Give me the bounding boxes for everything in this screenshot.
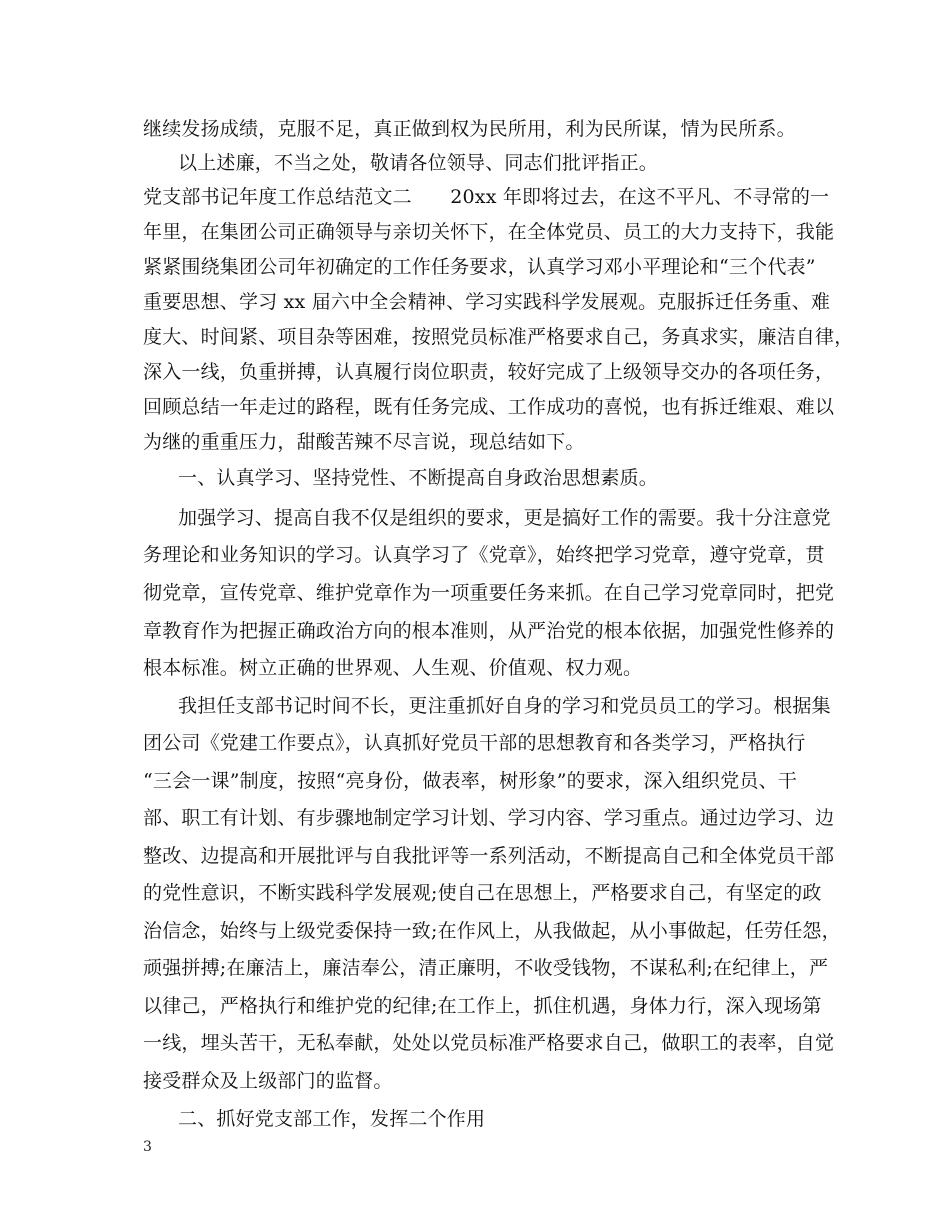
text-line: 紧紧围绕集团公司年初确定的工作任务要求，认真学习邓小平理论和“三个代表” [143, 256, 816, 278]
text-line: 接受群众及上级部门的监督。 [143, 1070, 393, 1092]
text-line: 整改、边提高和开展批评与自我批评等一系列活动，不断提高自己和全体党员干部 [143, 845, 835, 867]
text-line: 团公司《党建工作要点》，认真抓好党员干部的思想教育和各类学习，严格执行 [143, 732, 806, 754]
text-line: 务理论和业务知识的学习。认真学习了《党章》，始终把学习党章，遵守党章，贯 [143, 544, 825, 566]
text-line: 继续发扬成绩，克服不足，真正做到权为民所用，利为民所谋，情为民所系。 [143, 118, 796, 140]
text-line: 重要思想、学习 xx 届六中全会精神、学习实践科学发展观。克服拆迁任务重、难 [143, 291, 831, 313]
text-line: 以律己，严格执行和维护党的纪律;在工作上，抓住机遇，身体力行，深入现场第 [143, 995, 822, 1017]
section-heading: 一、认真学习、坚持党性、不断提高自身政治思想素质。 [178, 467, 659, 489]
text-line: 深入一线，负重拼搏，认真履行岗位职责，较好完成了上级领导交办的各项任务， [143, 361, 835, 383]
text-line: 回顾总结一年走过的路程，既有任务完成、工作成功的喜悦，也有拆迁维艰、难以 [143, 396, 835, 418]
page-number: 3 [143, 1139, 152, 1155]
text-line: 章教育作为把握正确政治方向的根本准则，从严治党的根本依据，加强党性修养的 [143, 620, 835, 642]
text-line: 彻党章，宣传党章、维护党章作为一项重要任务来抓。在自己学习党章同时，把党 [143, 582, 835, 604]
text-line: 我担任支部书记时间不长，更注重抓好自身的学习和党员员工的学习。根据集 [178, 695, 831, 717]
section-heading: 二、抓好党支部工作，发挥二个作用 [178, 1108, 486, 1130]
text-line: 顽强拼搏;在廉洁上，廉洁奉公，清正廉明，不收受钱物，不谋私利;在纪律上，严 [143, 957, 829, 979]
text-line: 以上述廉，不当之处，敬请各位领导、同志们批评指正。 [178, 152, 659, 174]
text-line: 的党性意识，不断实践科学发展观;使自己在思想上，严格要求自己，有坚定的政 [143, 882, 822, 904]
text-line: 部、职工有计划、有步骤地制定学习计划、学习内容、学习重点。通过边学习、边 [143, 807, 835, 829]
text-line: 一线，埋头苦干，无私奉献，处处以党员标准严格要求自己，做职工的表率，自觉 [143, 1032, 835, 1054]
text-line: 根本标准。树立正确的世界观、人生观、价值观、权力观。 [143, 657, 643, 679]
text-line: 为继的重重压力，甜酸苦辣不尽言说，现总结如下。 [143, 431, 585, 453]
text-line: 加强学习、提高自我不仅是组织的要求，更是搞好工作的需要。我十分注意党 [178, 507, 831, 529]
text-line: 治信念，始终与上级党委保持一致;在作风上，从我做起，从小事做起，任劳任怨， [143, 920, 841, 942]
text-line: “三会一课”制度，按照“亮身份，做表率，树形象”的要求，深入组织党员、干 [143, 770, 798, 792]
text-line: 度大、时间紧、项目杂等困难，按照党员标准严格要求自己，务真求实，廉洁自律， [143, 326, 854, 348]
text-line: 年里，在集团公司正确领导与亲切关怀下，在全体党员、员工的大力支持下，我能 [143, 221, 835, 243]
text-line: 党支部书记年度工作总结范文二 20xx 年即将过去，在这不平凡、不寻常的一 [143, 186, 830, 208]
